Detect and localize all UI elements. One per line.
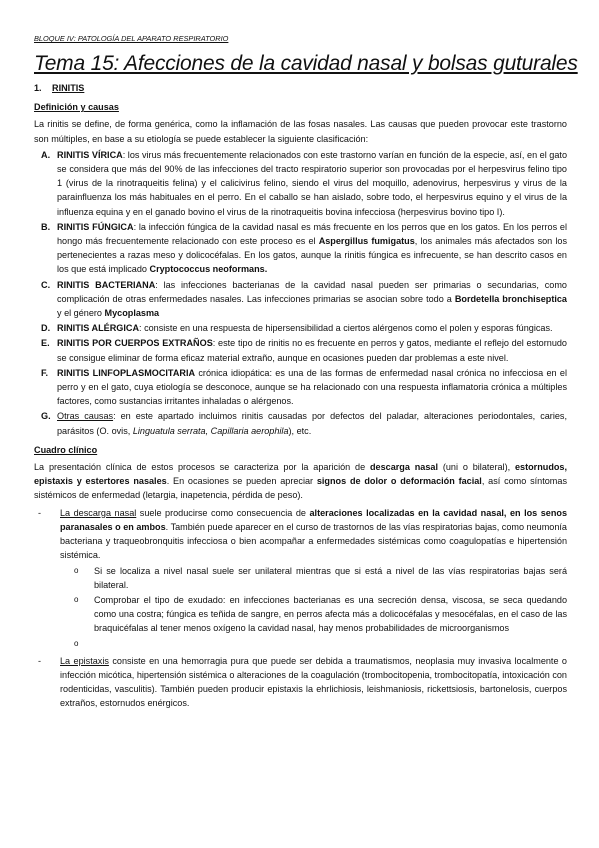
bullet-marker: o — [74, 565, 79, 575]
list-item-epistaxis: - La epistaxis consiste en una hemorragia pura que puede ser debida a traumatismos, neoplasia muy invasiva localmente o infección micótica, hipertensión sistémica o alteraciones de la coagulación (trombocitopenia, trombocitopatía, intoxicación con rodenticidas, vasculitis). También pueden producir epistaxis la ehrlichiosis, leishmaniosis, rickettsiosis, bartonelosis, cuerpos extraños, estornudos enérgicos. — [34, 654, 567, 711]
list-item: F. RINITIS LINFOPLASMOCITARIA crónica idiopática: es una de las formas de enfermedad nasal crónica no infecciosa en el perro y en el gato, cuya etiología se desconoce, aunque se ha relacionado con una respuesta inflamatoria crónica a múltiples factores, como sustancias irritantes inhaladas o alérgenos. — [34, 366, 567, 409]
list-item: B. RINITIS FÚNGICA: la infección fúngica de la cavidad nasal es más frecuente en los perros que en los gatos. En los perros el hongo más frecuentemente relacionado con este proceso es el Aspergillus fumigatus, los animales más afectados son los pertenecientes a razas meso y dolicocéfalas. En los gatos, aunque la rinitis fúngica es infrecuente, se han descrito casos en los que está implicado Cryptococcus neoformans. — [34, 220, 567, 277]
definicion-intro: La rinitis se define, de forma genérica, como la inflamación de las fosas nasales. Las causas que pueden provocar este trastorno son múltiples, en base a su etiología se puede establecer la siguiente clasificación: — [34, 119, 567, 144]
list-marker: F. — [41, 367, 49, 378]
cuadro-intro: La presentación clínica de estos procesos se caracteriza por la aparición de descarga nasal (uni o bilateral), estornudos, epistaxis y estertores nasales. En ocasiones se pueden apreciar signos de dolor o deformación facial, así como síntomas sistémicos de enfermedad (letargia, inapetencia, pérdida de peso). — [34, 462, 568, 501]
cause-title: RINITIS ALÉRGICA — [57, 323, 140, 334]
section-heading — [34, 81, 567, 95]
list-item: G. Otras causas: en este apartado incluimos rinitis causadas por defectos del paladar, alteraciones periodontales, caries, parásitos (O. ovis, Linguatula serrata, Capillaria aerophila), etc. — [34, 409, 567, 437]
cause-title: RINITIS FÚNGICA — [57, 221, 134, 232]
list-marker: B. — [41, 221, 51, 232]
subheading-cuadro-clinico: Cuadro clínico — [34, 444, 98, 455]
sub-list — [74, 564, 567, 651]
dash-marker: - — [38, 655, 42, 666]
bullet-marker: o — [74, 594, 79, 604]
page-title: Tema 15: Afecciones de la cavidad nasal y bolsas guturales — [34, 52, 578, 75]
list-marker: D. — [41, 323, 51, 334]
dash-marker: - — [38, 507, 42, 518]
list-item-descarga: - La descarga nasal suele producirse como consecuencia de alteraciones localizadas en la cavidad nasal, en los senos paranasales o en ambos. También puede aparecer en el curso de trastornos de las vías respiratorias bajas, como neumonía bacteriana y traqueobronquitis infecciosa o bien acompañar a enfermedades sistémicas como coagulopatías e hipertensión sistémica. o Si se localiza a nivel nasal suele ser unilateral mientras que si está a nivel de las vías respiratorias bajas será bilateral. o Comprobar el tipo de exudado: en infecciones bacterianas es una secreción densa, viscosa, se seca quedando como una costra; fúngica es teñida de sangre, en perros afecta más a dolicocéfalas y mesocéfalas, en el caso de las braquicéfalas al tener menos oxígeno la cavidad nasal, hay menos probabilidades de microorganismos o — [34, 506, 567, 651]
bullet-marker: o — [74, 638, 79, 648]
document-page — [34, 34, 578, 711]
list-marker: G. — [41, 411, 51, 422]
cause-title: RINITIS VÍRICA — [57, 149, 123, 160]
list-marker: E. — [41, 338, 50, 349]
sub-list-item: o Comprobar el tipo de exudado: en infecciones bacterianas es una secreción densa, viscosa, se seca quedando como una costra; fúngica es teñida de sangre, en perros afecta más a dolicocéfalas y mesocéfalas, en el caso de las braquicéfalas al tener menos oxígeno la cavidad nasal, hay menos probabilidades de microorganismos — [74, 593, 567, 636]
sub-list-item — [74, 637, 567, 651]
list-item: A. RINITIS VÍRICA: los virus más frecuentemente relacionados con este trastorno varían en función de la especie, así, en el gato se considera que más del 90% de las infecciones del tracto respiratorio superior son provocadas por el herpesvirus felino tipo 1 (virus de la rinotraqueitis felina) y el calicivirus felino, siendo el virus del moquillo, adenovirus, herpesvirus y virus de la parainfluenza los más habituales en el perro. En el caballo se han aislado, sobre todo, el herpesvirus equino y el virus de la influenza equina y en el ganado bovino el virus de la rinotraqueitis bovina infecciosa (herpesvirus bovino tipo I). — [34, 148, 567, 219]
cause-title: RINITIS LINFOPLASMOCITARIA — [57, 367, 196, 378]
subheading-definicion: Definición y causas — [34, 102, 119, 113]
list-item: E. RINITIS POR CUERPOS EXTRAÑOS: este tipo de rinitis no es frecuente en perros y gatos, mediante el reflejo del estornudo se consigue eliminar de forma eficaz material extraño, aunque en ocasiones pueden dar problemas a este nivel. — [34, 336, 567, 364]
cause-title: RINITIS POR CUERPOS EXTRAÑOS — [57, 338, 213, 349]
sub-list-item: o Si se localiza a nivel nasal suele ser unilateral mientras que si está a nivel de las vías respiratorias bajas será bilateral. — [74, 564, 567, 592]
causes-list — [34, 148, 567, 438]
section-number: 1. — [34, 83, 42, 93]
cause-title: Otras causas — [57, 411, 114, 422]
list-item: C. RINITIS BACTERIANA: las infecciones bacterianas de la cavidad nasal pueden ser primarias o secundarias, como complicación de otras enfermedades nasales. Las infecciones primarias se asocian sobre todo a Bordetella bronchiseptica y el género Mycoplasma — [34, 278, 567, 321]
section-title: RINITIS — [52, 83, 85, 93]
cause-title: RINITIS BACTERIANA — [57, 279, 156, 290]
list-marker: C. — [41, 279, 51, 290]
list-item: D. RINITIS ALÉRGICA: consiste en una respuesta de hipersensibilidad a ciertos alérgenos como el polen y esporas fúngicas. — [34, 321, 567, 335]
list-marker: A. — [41, 149, 51, 160]
running-header: BLOQUE IV: PATOLOGÍA DEL APARATO RESPIRATORIO — [34, 34, 229, 43]
